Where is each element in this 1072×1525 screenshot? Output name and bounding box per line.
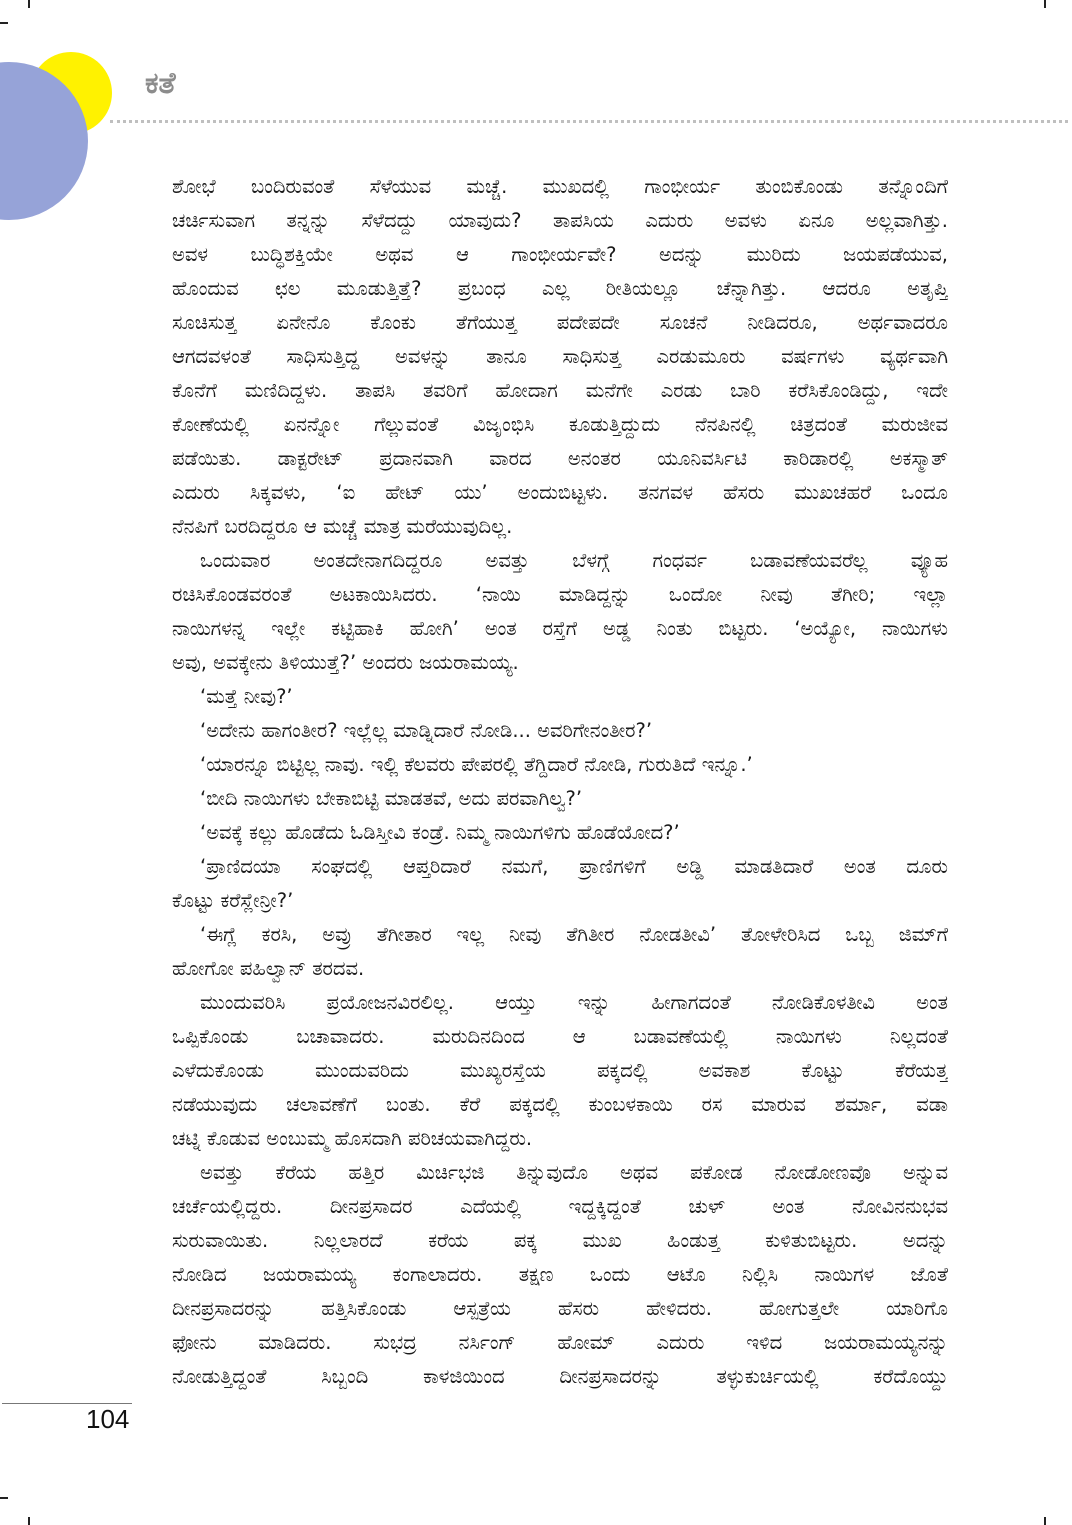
text-line: ಮುಂದುವರಿಸಿ ಪ್ರಯೋಜನವಿರಲಿಲ್ಲ. ಆಯ್ತು ಇನ್ನು ಹೀಗಾಗದಂತೆ ನೋಡಿಕೊಳತೀವಿ ಅಂತ [200, 991, 948, 1014]
text-line: ಒಂದುವಾರ ಅಂತದೇನಾಗದಿದ್ದರೂ ಅವತ್ತು ಬೆಳಗ್ಗೆ ಗಂಧರ್ವ ಬಡಾವಣೆಯವರೆಲ್ಲ ವ್ಯೂಹ [200, 549, 948, 572]
crop-mark-left-lower [0, 1497, 8, 1499]
dialogue-line: ‘ಮತ್ತೆ ನೀವು?’ [200, 685, 293, 708]
text-line: ಅವತ್ತು ಕೆರೆಯ ಹತ್ತಿರ ಮಿರ್ಚಿಭಜಿ ತಿನ್ನುವುದೊ ಅಥವ ಪಕೋಡ ನೋಡೋಣವೊ ಅನ್ನುವ [200, 1161, 948, 1184]
text-line: ನಡೆಯುವುದು ಚಲಾವಣೆಗೆ ಬಂತು. ಕೆರೆ ಪಕ್ಕದಲ್ಲಿ ಕುಂಬಳಕಾಯಿ ರಸ ಮಾರುವ ಶರ್ಮಾ, ವಡಾ [172, 1093, 948, 1116]
text-line: ದೀನಪ್ರಸಾದರನ್ನು ಹತ್ತಿಸಿಕೊಂಡು ಆಸ್ಪತ್ರೆಯ ಹೆಸರು ಹೇಳಿದರು. ಹೋಗುತ್ತಲೇ ಯಾರಿಗೊ [172, 1297, 948, 1320]
text-line: ಆಗದವಳಂತೆ ಸಾಧಿಸುತ್ತಿದ್ದ ಅವಳನ್ನು ತಾನೂ ಸಾಧಿಸುತ್ತ ಎರಡುಮೂರು ವರ್ಷಗಳು ವ್ಯರ್ಥವಾಗಿ [172, 345, 948, 368]
text-line: ಫೋನು ಮಾಡಿದರು. ಸುಭದ್ರ ನರ್ಸಿಂಗ್ ಹೋಮ್ ಎದುರು ಇಳಿದ ಜಯರಾಮಯ್ಯನನ್ನು [172, 1331, 948, 1354]
text-line: ಕೊಟ್ಟು ಕರೆಸ್ಲೇನ್ರೀ?’ [172, 889, 294, 912]
text-line: ಒಪ್ಪಿಕೊಂಡು ಬಚಾವಾದರು. ಮರುದಿನದಿಂದ ಆ ಬಡಾವಣೆಯಲ್ಲಿ ನಾಯಿಗಳು ನಿಲ್ಲದಂತೆ [172, 1025, 948, 1048]
text-line: ನೋಡಿದ ಜಯರಾಮಯ್ಯ ಕಂಗಾಲಾದರು. ತಕ್ಷಣ ಒಂದು ಆಟೊ ನಿಲ್ಲಿಸಿ ನಾಯಿಗಳ ಜೊತೆ [172, 1263, 948, 1286]
text-line: ಹೊಂದುವ ಛಲ ಮೂಡುತ್ತಿತ್ತೆ? ಪ್ರಬಂಧ ಎಲ್ಲ ರೀತಿಯಲ್ಲೂ ಚೆನ್ನಾಗಿತ್ತು. ಆದರೂ ಅತೃಪ್ತಿ [172, 277, 948, 300]
text-line: ಅವಳ ಬುದ್ಧಿಶಕ್ತಿಯೇ ಅಥವ ಆ ಗಾಂಭೀರ್ಯವೇ? ಅದನ್ನು ಮುರಿದು ಜಯಪಡೆಯುವ, [172, 243, 948, 266]
text-line: ಕೊನೆಗೆ ಮಣಿದಿದ್ದಳು. ತಾಪಸಿ ತವರಿಗೆ ಹೋದಾಗ ಮನೆಗೇ ಎರಡು ಬಾರಿ ಕರೆಸಿಕೊಂಡಿದ್ದು, ಇದೇ [172, 379, 948, 402]
crop-mark-bottom-right [1044, 1517, 1046, 1525]
dialogue-line: ‘ಅದೇನು ಹಾಗಂತೀರ? ಇಲ್ಲೆಲ್ಲ ಮಾಡ್ನಿದಾರೆ ನೋಡಿ... ಅವರಿಗೇನಂತೀರ?’ [200, 719, 653, 742]
text-line: ಕೋಣೆಯಲ್ಲಿ ಏನನ್ನೋ ಗೆಲ್ಲುವಂತೆ ವಿಜೃಂಭಿಸಿ ಕೂಡುತ್ತಿದ್ದುದು ನೆನಪಿನಲ್ಲಿ ಚಿತ್ರದಂತೆ ಮರುಜೀವ [172, 413, 948, 436]
dialogue-line: ‘ಪ್ರಾಣಿದಯಾ ಸಂಘದಲ್ಲಿ ಆಪ್ತರಿದಾರೆ ನಮಗೆ, ಪ್ರಾಣಿಗಳಿಗೆ ಅಡ್ಡಿ ಮಾಡತಿದಾರೆ ಅಂತ ದೂರು [200, 855, 948, 878]
text-line: ನಾಯಿಗಳನ್ನ ಇಲ್ಲೇ ಕಟ್ಟಿಹಾಕಿ ಹೋಗಿ’ ಅಂತ ರಸ್ತೆಗೆ ಅಡ್ಡ ನಿಂತು ಬಿಟ್ಟರು. ‘ಅಯ್ಯೋ, ನಾಯಿಗಳು [172, 617, 948, 640]
story-body-text [172, 170, 948, 1394]
dialogue-line: ‘ಈಗ್ಲೆ ಕರಸಿ, ಅವ್ರು ತೆಗೀತಾರ ಇಲ್ಲ ನೀವು ತೆಗಿತೀರ ನೋಡತೀವಿ’ ತೋಳೇರಿಸಿದ ಒಬ್ಬ ಜಿಮ್‌ಗೆ [200, 923, 948, 946]
text-line: ಚರ್ಚಿಸುವಾಗ ತನ್ನನ್ನು ಸೆಳೆದದ್ದು ಯಾವುದು? ತಾಪಸಿಯ ಎದುರು ಅವಳು ಏನೂ ಅಲ್ಲವಾಗಿತ್ತು. [172, 209, 948, 232]
text-line: ನೋಡುತ್ತಿದ್ದಂತೆ ಸಿಬ್ಬಂದಿ ಕಾಳಜಿಯಿಂದ ದೀನಪ್ರಸಾದರನ್ನು ತಳ್ಳುಕುರ್ಚಿಯಲ್ಲಿ ಕರೆದೊಯ್ದು [172, 1365, 948, 1388]
text-line: ನೆನಪಿಗೆ ಬರದಿದ್ದರೂ ಆ ಮಚ್ಚೆ ಮಾತ್ರ ಮರೆಯುವುದಿಲ್ಲ. [172, 515, 513, 538]
text-line: ಶೋಭೆ ಬಂದಿರುವಂತೆ ಸೆಳೆಯುವ ಮಚ್ಚೆ. ಮುಖದಲ್ಲಿ ಗಾಂಭೀರ್ಯ ತುಂಬಿಕೊಂಡು ತನ್ನೊಂದಿಗೆ [172, 175, 948, 198]
text-line: ಪಡೆಯಿತು. ಡಾಕ್ಟರೇಟ್ ಪ್ರದಾನವಾಗಿ ವಾರದ ಅನಂತರ ಯೂನಿವರ್ಸಿಟಿ ಕಾರಿಡಾರಲ್ಲಿ ಅಕಸ್ಮಾತ್ [172, 447, 948, 470]
text-line: ಸುರುವಾಯಿತು. ನಿಲ್ಲಲಾರದೆ ಕರೆಯ ಪಕ್ಕ ಮುಖ ಹಿಂಡುತ್ತ ಕುಳಿತುಬಿಟ್ಟರು. ಅದನ್ನು [172, 1229, 948, 1252]
text-line: ಅವು, ಅವಕ್ಕೇನು ತಿಳಿಯುತ್ತೆ?’ ಅಂದರು ಜಯರಾಮಯ್ಯ. [172, 651, 519, 674]
header-dotted-rule [110, 120, 1068, 123]
section-title: ಕತೆ [145, 66, 176, 101]
dialogue-line: ‘ಅವಕ್ಕೆ ಕಲ್ಲು ಹೊಡೆದು ಓಡಿಸ್ತೀವಿ ಕಂಡ್ರೆ. ನಿಮ್ಮ ನಾಯಿಗಳಿಗು ಹೊಡೆಯೋದ?’ [200, 821, 680, 844]
text-line: ಎಳೆದುಕೊಂಡು ಮುಂದುವರಿದು ಮುಖ್ಯರಸ್ತೆಯ ಪಕ್ಕದಲ್ಲಿ ಅವಕಾಶ ಕೊಟ್ಟು ಕೆರೆಯತ್ತ [172, 1059, 948, 1082]
text-line: ಹೋಗೋ ಪಹಿಲ್ವಾನ್ ತರದವ. [172, 957, 365, 980]
text-line: ರಚಿಸಿಕೊಂಡವರಂತೆ ಅಟಕಾಯಿಸಿದರು. ‘ನಾಯಿ ಮಾಡಿದ್ದನ್ನು ಒಂದೋ ನೀವು ತೆಗೀರಿ; ಇಲ್ಲಾ [172, 583, 948, 606]
crop-mark-top-left [28, 0, 30, 8]
crop-mark-top-right [1044, 0, 1046, 8]
text-line: ಎದುರು ಸಿಕ್ಕವಳು, ‘ಐ ಹೇಟ್ ಯು’ ಅಂದುಬಿಟ್ಟಳು. ತನಗವಳ ಹೆಸರು ಮುಖಚಹರೆ ಒಂದೂ [172, 481, 948, 504]
text-line: ಚರ್ಚೆಯಲ್ಲಿದ್ದರು. ದೀನಪ್ರಸಾದರ ಎದೆಯಲ್ಲಿ ಇದ್ದಕ್ಕಿದ್ದಂತೆ ಚುಳ್ ಅಂತ ನೋವಿನನುಭವ [172, 1195, 948, 1218]
dialogue-line: ‘ಬೀದಿ ನಾಯಿಗಳು ಬೇಕಾಬಿಟ್ಟಿ ಮಾಡತವೆ, ಅದು ಪರವಾಗಿಲ್ವ?’ [200, 787, 583, 810]
dialogue-line: ‘ಯಾರನ್ನೂ ಬಿಟ್ಟಿಲ್ಲ ನಾವು. ಇಲ್ಲಿ ಕೆಲವರು ಪೇಪರಲ್ಲಿ ತೆಗ್ದಿದಾರೆ ನೋಡಿ, ಗುರುತಿದೆ ಇನ್ನೂ.’ [200, 753, 753, 776]
text-line: ಸೂಚಿಸುತ್ತ ಏನೇನೊ ಕೊಂಕು ತೆಗೆಯುತ್ತ ಪದೇಪದೇ ಸೂಚನೆ ನೀಡಿದರೂ, ಅರ್ಥವಾದರೂ [172, 311, 948, 334]
page-number: 104 [86, 1404, 130, 1434]
crop-mark-bottom-left [28, 1517, 30, 1525]
crop-mark-left-upper [0, 22, 8, 24]
text-line: ಚಟ್ನಿ ಕೊಡುವ ಅಂಬುಮ್ಮ ಹೊಸದಾಗಿ ಪರಿಚಯವಾಗಿದ್ದರು. [172, 1127, 533, 1150]
